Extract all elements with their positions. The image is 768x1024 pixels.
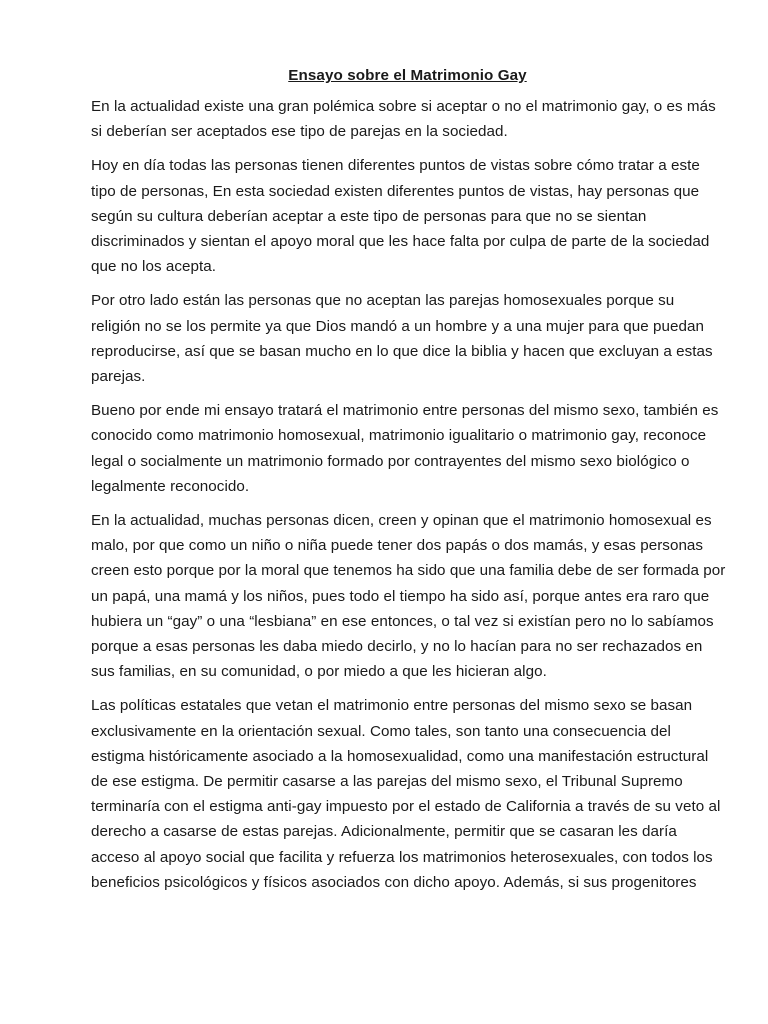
paragraph-3: Por otro lado están las personas que no aceptan las parejas homosexuales porque su religión no se los permite ya que Dios mandó a un hombre y a una mujer para que puedan reproducirse, así que se basan mucho en lo que dice la biblia y hacen que excluyan a estas parejas. <box>91 292 713 386</box>
paragraph-1: En la actualidad existe una gran polémica sobre si aceptar o no el matrimonio gay, o es más si deberían ser aceptados ese tipo de parejas en la sociedad. <box>91 98 716 141</box>
paragraph-2: Hoy en día todas las personas tienen diferentes puntos de vistas sobre cómo tratar a este tipo de personas, En esta sociedad existen diferentes puntos de vistas, hay personas que según su cultura deberían aceptar a este tipo de personas para que no se sientan discriminados y sientan el apoyo moral que les hace falta por culpa de parte de la sociedad que no los acepta. <box>91 157 710 276</box>
paragraph-6: Las políticas estatales que vetan el matrimonio entre personas del mismo sexo se basan exclusivamente en la orientación sexual. Como tales, son tanto una consecuencia del estigma históricamente asociado a la homosexualidad, como una manifestación estructural de ese estigma. De permitir casarse a las parejas del mismo sexo, el Tribunal Supremo terminaría con el estigma anti-gay impuesto por el estado de California a través de su veto al derecho a casarse de estas parejas. Adicionalmente, permitir que se casaran les daría acceso al apoyo social que facilita y refuerza los matrimonios heterosexuales, con todos los beneficios psicológicos y físicos asociados con dicho apoyo. Además, si sus progenitores <box>91 697 721 891</box>
paragraph-4: Bueno por ende mi ensayo tratará el matrimonio entre personas del mismo sexo, también es conocido como matrimonio homosexual, matrimonio igualitario o matrimonio gay, reconoce legal o socialmente un matrimonio formado por contrayentes del mismo sexo biológico o legalmente reconocido. <box>91 402 719 495</box>
paragraph-5: En la actualidad, muchas personas dicen, creen y opinan que el matrimonio homosexual es malo, por que como un niño o niña puede tener dos papás o dos mamás, y esas personas creen esto porque por la moral que tenemos ha sido que una familia debe de ser formada por un papá, una mamá y los niños, pues todo el tiempo ha sido así, porque antes era raro que hubiera un “gay” o una “lesbiana” en ese entonces, o tal vez si existían pero no lo sabíamos porque a esas personas les daba miedo decirlo, y no lo hacían para no ser rechazados en sus familias, en su comunidad, o por miedo a que les hicieran algo. <box>91 512 726 681</box>
document-title: Ensayo sobre el Matrimonio Gay <box>288 67 527 84</box>
